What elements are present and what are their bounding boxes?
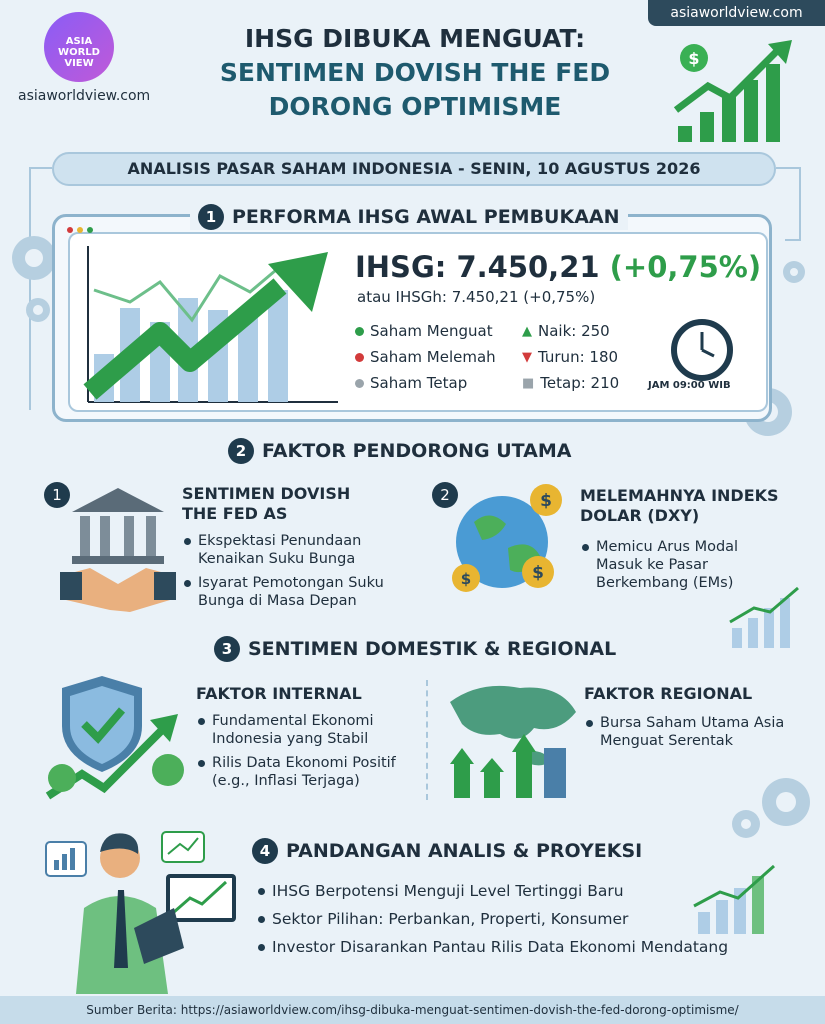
asia-map-icon — [440, 672, 580, 802]
regional-bullets — [584, 714, 800, 750]
svg-text:$: $ — [532, 563, 544, 583]
count-label: Turun: 180 — [538, 348, 619, 366]
site-tab[interactable]: asiaworldview.com — [648, 0, 825, 26]
window-dots-icon — [64, 224, 124, 236]
source-footer[interactable]: Sumber Berita: https://asiaworldview.com/ihsg-dibuka-menguat-sentimen-dovish-the-fed-dorong-optimisme/ — [0, 996, 825, 1024]
bar-chart-icon — [726, 584, 806, 650]
section-title: PERFORMA IHSG AWAL PEMBUKAAN — [232, 206, 620, 228]
bullet-item: Isyarat Pemotongan Suku Bunga di Masa Depan — [182, 574, 414, 610]
brand-logo: ASIA WORLD VIEW — [44, 12, 114, 82]
shield-growth-icon — [42, 670, 192, 802]
ihsg-growth-illustration — [80, 242, 342, 408]
page-title: IHSG DIBUKA MENGUAT: SENTIMEN DOVISH THE FED DORONG OPTIMISME — [219, 24, 611, 121]
bullet-item: Investor Disarankan Pantau Rilis Data Ekonomi Mendatang — [256, 938, 796, 956]
clock-icon — [662, 316, 742, 382]
count-label: Naik: 250 — [538, 322, 610, 340]
square-icon: ■ — [522, 375, 535, 391]
factor-1-title: SENTIMEN DOVISH THE FED AS — [182, 484, 351, 523]
section-title: SENTIMEN DOMESTIK & REGIONAL — [248, 638, 617, 660]
svg-text:$: $ — [460, 570, 472, 588]
section-title: FAKTOR PENDORONG UTAMA — [262, 440, 572, 462]
red-dot-icon — [355, 353, 364, 362]
projection-chart-icon — [690, 860, 790, 936]
section-3-header — [206, 636, 624, 662]
bullet-item: Ekspektasi Penundaan Kenaikan Suku Bunga — [182, 532, 414, 568]
section-divider — [426, 680, 428, 800]
section-number: 3 — [214, 636, 240, 662]
section-number: 4 — [252, 838, 278, 864]
analysis-banner: ANALISIS PASAR SAHAM INDONESIA - SENIN, 10 AGUSTUS 2026 — [52, 152, 776, 186]
section-number: 2 — [228, 438, 254, 464]
ihsg-value: IHSG: 7.450,21 (+0,75%) — [355, 250, 762, 284]
bullet-item: IHSG Berpotensi Menguji Level Tertinggi Baru — [256, 882, 796, 900]
svg-text:$: $ — [540, 491, 552, 511]
legend-label: Saham Tetap — [370, 374, 468, 392]
bank-handshake-icon — [60, 484, 176, 614]
legend-label: Saham Melemah — [370, 348, 496, 366]
bullet-item: Sektor Pilihan: Perbankan, Properti, Konsumer — [256, 910, 796, 928]
section-title: PANDANGAN ANALIS & PROYEKSI — [286, 840, 643, 862]
svg-text:$: $ — [688, 49, 700, 68]
section-4-header — [244, 838, 650, 864]
growth-chart-icon — [668, 36, 798, 146]
triangle-down-icon: ▼ — [522, 349, 532, 365]
analyst-person-icon — [38, 818, 248, 994]
gear-icon — [720, 772, 820, 842]
globe-dollar-icon — [446, 478, 574, 600]
factor-1-bullets — [182, 532, 414, 610]
factor-number: 2 — [432, 482, 458, 508]
gray-dot-icon — [355, 379, 364, 388]
ihsg-alt-value: atau IHSGh: 7.450,21 (+0,75%) — [357, 288, 596, 306]
internal-bullets — [196, 712, 420, 790]
section-number: 1 — [198, 204, 224, 230]
stock-counts — [522, 322, 619, 392]
brand-site: asiaworldview.com — [18, 88, 151, 104]
clock-label: JAM 09:00 WIB — [648, 380, 731, 391]
stock-legend — [355, 322, 496, 392]
section-1-header — [190, 204, 628, 230]
factor-2-title: MELEMAHNYA INDEKS DOLAR (DXY) — [580, 486, 779, 525]
bullet-item: Memicu Arus Modal Masuk ke Pasar Berkembang (EMs) — [580, 538, 780, 592]
factor-number: 1 — [44, 482, 70, 508]
internal-title: FAKTOR INTERNAL — [196, 684, 362, 703]
section-2-header — [220, 438, 579, 464]
regional-title: FAKTOR REGIONAL — [584, 684, 753, 703]
bullet-item: Fundamental Ekonomi Indonesia yang Stabil — [196, 712, 420, 748]
bullet-item: Rilis Data Ekonomi Positif (e.g., Inflasi Terjaga) — [196, 754, 420, 790]
count-label: Tetap: 210 — [540, 374, 620, 392]
legend-label: Saham Menguat — [370, 322, 493, 340]
green-dot-icon — [355, 327, 364, 336]
triangle-up-icon: ▲ — [522, 323, 532, 339]
bullet-item: Bursa Saham Utama Asia Menguat Serentak — [584, 714, 800, 750]
